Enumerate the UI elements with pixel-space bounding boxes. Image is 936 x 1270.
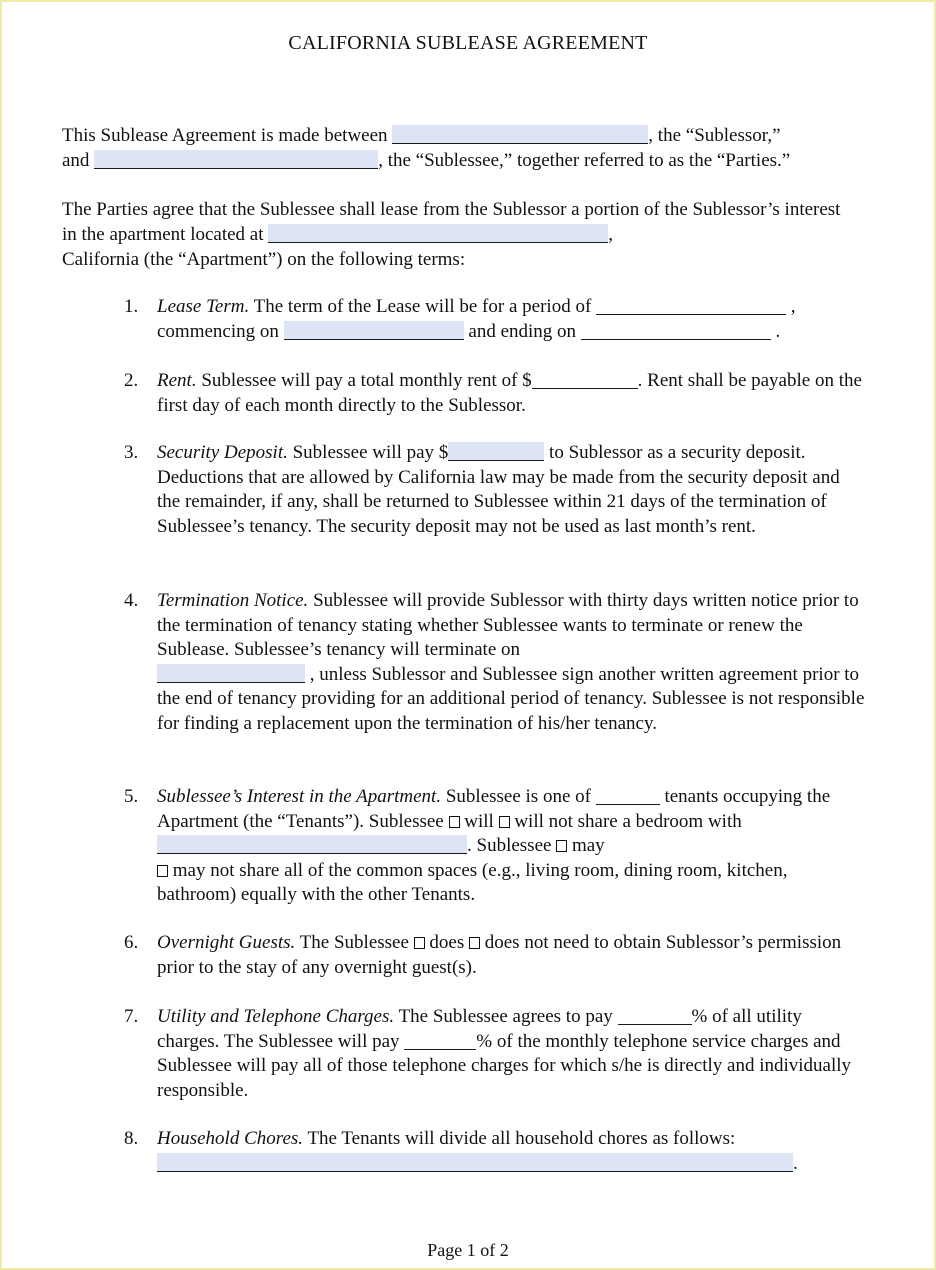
intro-text: , the “Sublessee,” together referred to as the “Parties.” (378, 150, 791, 171)
clause-number: 7. (124, 1006, 139, 1027)
clause-text: tenants occupying the Apartment (the “Tenants”). Sublessee (157, 786, 831, 832)
clause-number: 2. (124, 370, 139, 391)
clause-text: and ending on (468, 320, 577, 342)
lease-period-field[interactable] (596, 296, 786, 315)
clause-heading: Sublessee’s Interest in the Apartment. (157, 786, 442, 807)
clause-text: The term of the Lease will be for a period of (253, 296, 592, 317)
clause-text: Sublessee will pay $ (292, 442, 449, 463)
clause-text: % of all utility charges. The Sublessee will pay (157, 1006, 802, 1052)
clause-heading: Household Chores. (157, 1128, 304, 1149)
sublessee-name-field[interactable] (94, 150, 378, 169)
intro-text: and (62, 150, 90, 171)
clause-heading: Overnight Guests. (157, 932, 296, 953)
clause-text: . (775, 320, 781, 342)
clause-text: . Rent shall be payable on the first day of each month directly to the Sublessor. (157, 370, 862, 416)
clause-text: may not share all of the common spaces (e.g., living room, dining room, kitchen, bathroom) equally with the other Tenants. (157, 859, 788, 905)
intro-paragraph (62, 123, 862, 173)
will-share-checkbox[interactable] (449, 816, 460, 828)
apartment-address-field[interactable] (268, 224, 608, 243)
clause-text: does not need to obtain Sublessor’s permission prior to the stay of any overnight guest(s). (157, 932, 842, 978)
document-title: CALIFORNIA SUBLEASE AGREEMENT (288, 32, 648, 54)
clause-text: does (429, 932, 465, 953)
clause-number: 8. (124, 1128, 139, 1149)
clause-number: 1. (124, 296, 139, 317)
clause-text: The Sublessee agrees to pay (398, 1006, 613, 1027)
clause-text: , (790, 296, 796, 317)
intro-text: This Sublease Agreement is made between (62, 125, 388, 146)
bedroom-share-name-field[interactable] (157, 835, 467, 854)
clause-text: may (571, 835, 605, 856)
clause-text: will not share a bedroom with (514, 810, 742, 832)
page-number: Page 1 of 2 (427, 1240, 509, 1260)
clause-number: 5. (124, 786, 139, 807)
clause-text: will (464, 810, 494, 832)
number-of-tenants-field[interactable] (596, 786, 660, 805)
may-not-share-checkbox[interactable] (157, 865, 168, 877)
will-not-share-checkbox[interactable] (499, 816, 510, 828)
clause-text: . Sublessee (467, 835, 552, 856)
clause-heading: Utility and Telephone Charges. (157, 1006, 395, 1027)
apartment-text: California (the “Apartment”) on the following terms: (62, 249, 466, 270)
clause-text: The Tenants will divide all household chores as follows: (307, 1128, 736, 1149)
clause-text: Sublessee is one of (445, 786, 591, 807)
clause-text: The Sublessee (299, 932, 409, 953)
clause-heading: Security Deposit. (157, 442, 288, 463)
guests-does-not-checkbox[interactable] (469, 937, 480, 949)
intro-text: , the “Sublessor,” (648, 125, 781, 146)
clause-number: 6. (124, 932, 139, 953)
ending-date-field[interactable] (581, 321, 771, 340)
security-deposit-field[interactable] (448, 442, 544, 461)
document-page (2, 2, 934, 1268)
clause-text: % of the monthly telephone service charges and Sublessee will pay all of those telephone charges for which s/he is directly and individually responsible. (157, 1030, 852, 1101)
guests-does-checkbox[interactable] (414, 937, 425, 949)
may-share-checkbox[interactable] (556, 840, 567, 852)
clause-text: . (793, 1152, 798, 1174)
clause-text: Sublessee will pay a total monthly rent of $ (201, 370, 532, 391)
telephone-percent-field[interactable] (404, 1031, 476, 1050)
clause-text: commencing on (157, 320, 279, 342)
termination-date-field[interactable] (157, 664, 305, 683)
apartment-text: The Parties agree that the Sublessee shall lease from the Sublessor a portion of the Sublessor’s interest in the apartment located at (62, 199, 841, 245)
apartment-paragraph (62, 197, 852, 272)
commencing-date-field[interactable] (284, 321, 464, 340)
utility-percent-field[interactable] (618, 1006, 692, 1025)
clause-heading: Lease Term. (157, 296, 250, 317)
clause-text: , unless Sublessor and Sublessee sign another written agreement prior to the end of tenancy providing for an additional period of tenancy. Sublessee is not responsible for finding a replacement upon the termination of his/her tenancy. (157, 663, 865, 734)
clause-number: 4. (124, 590, 139, 611)
monthly-rent-field[interactable] (532, 370, 638, 389)
clause-number: 3. (124, 442, 139, 463)
clause-text: to Sublessor as a security deposit. Deductions that are allowed by California law may be made from the security deposit and the remainder, if any, shall be returned to Sublessee within 21 days of the termination of Sublessee’s tenancy. The security deposit may not be used as last month’s rent. (157, 442, 840, 537)
clause-text: Sublessee will provide Sublessor with thirty days written notice prior to the termination of tenancy stating whether Sublessee wants to terminate or renew the Sublease. Sublessee’s tenancy will terminate on (157, 590, 859, 660)
sublessor-name-field[interactable] (392, 125, 648, 144)
clause-heading: Termination Notice. (157, 590, 309, 611)
clause-heading: Rent. (157, 370, 197, 391)
apartment-text: , (608, 224, 614, 245)
household-chores-field[interactable] (157, 1153, 793, 1172)
